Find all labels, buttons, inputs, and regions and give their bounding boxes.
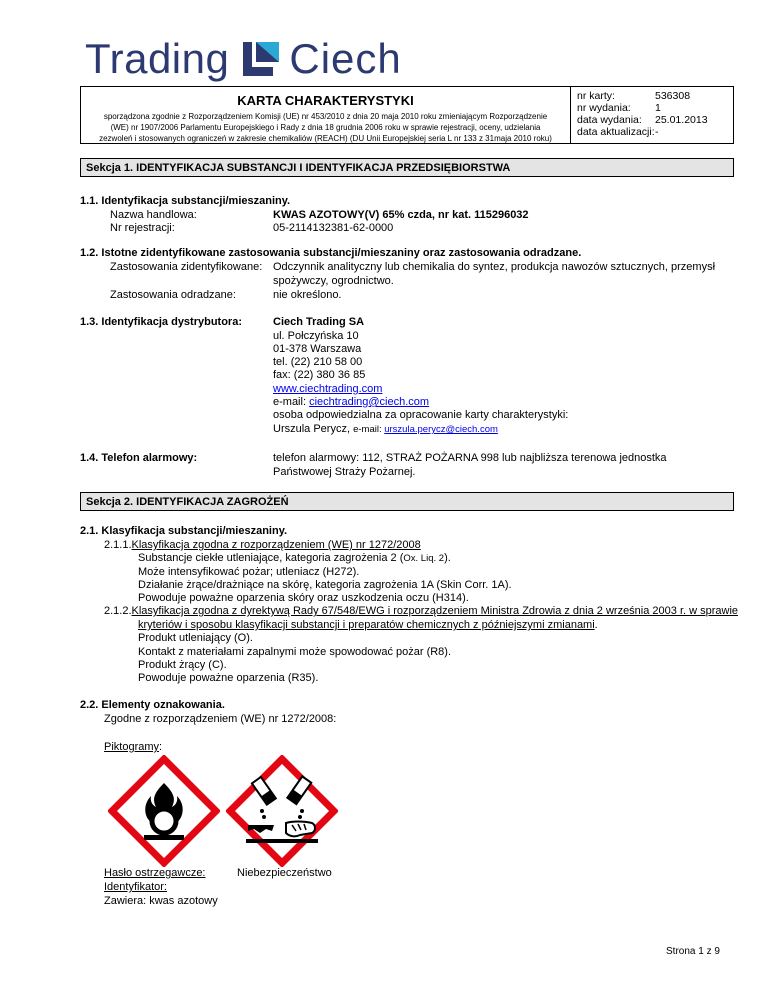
s13-title: 1.3. Identyfikacja dystrybutora: <box>80 316 242 328</box>
document-title: KARTA CHARAKTERYSTYKI <box>237 93 414 108</box>
s212-title-line-2: kryteriów i sposobu klasyfikacji substancji i preparatów chemicznych z późniejszymi zmianami <box>138 619 595 631</box>
responsible-person-label: osoba odpowiedzialna za opracowanie karty charakterystyki: <box>273 409 569 421</box>
reg-label: Nr rejestracji: <box>110 222 175 234</box>
s211-number: 2.1.1. <box>104 539 132 551</box>
responsible-email-label: e-mail: <box>353 424 385 435</box>
s22-text: Zgodne z rozporządzeniem (WE) nr 1272/2008: <box>104 713 337 725</box>
directive-line-4: Powoduje poważne oparzenia (R35). <box>138 672 319 684</box>
s212-row-2 <box>138 619 598 632</box>
trade-name-label: Nazwa handlowa: <box>110 209 197 221</box>
company-email-row <box>273 396 429 409</box>
company-street: ul. Połczyńska 10 <box>273 330 359 342</box>
directive-line-3: Produkt żrący (C). <box>138 659 227 671</box>
identifier-label: Identyfikator: <box>104 881 167 893</box>
section-2-bar: Sekcja 2. IDENTYFIKACJA ZAGROŻEŃ <box>80 492 734 511</box>
header-box <box>80 86 734 144</box>
s212-row-1 <box>104 605 744 618</box>
section-1-bar: Sekcja 1. IDENTYFIKACJA SUBSTANCJI I IDENTYFIKACJA PRZEDSIĘBIORSTWA <box>80 158 734 177</box>
responsible-email-link[interactable]: urszula.perycz@ciech.com <box>384 424 498 435</box>
responsible-person-row <box>273 423 498 436</box>
logo-word-ciech: Ciech <box>289 35 402 82</box>
corrosive-pictogram-icon <box>226 755 338 867</box>
subtitle-line: zezwoleń i stosowanych ograniczeń w zakresie chemikaliów (REACH) (DU Unii Europejskiej seria L nr 133 z 31maja 2010 roku) <box>99 134 552 143</box>
reg-value: 05-2114132381-62-0000 <box>273 222 394 234</box>
pictograms-label-row <box>104 741 162 754</box>
header-title-cell <box>81 87 571 143</box>
company-email-link[interactable]: ciechtrading@ciech.com <box>309 396 430 408</box>
classification-line-1 <box>138 552 451 565</box>
uses-line-2: spożywczy, ogrodnictwo. <box>273 275 394 287</box>
advised-label: Zastosowania odradzane: <box>110 289 236 301</box>
issue-date-label: data wydania: <box>577 114 642 126</box>
c1-text: Substancje ciekłe utleniające, kategoria zagrożenia 2 ( <box>138 552 404 564</box>
document-subtitle <box>81 111 570 144</box>
s212-number: 2.1.2. <box>104 605 132 617</box>
contains-text: Zawiera: kwas azotowy <box>104 895 218 907</box>
update-label: data aktualizacji: <box>577 126 655 138</box>
pictograms-colon: : <box>159 741 163 753</box>
company-name: Ciech Trading SA <box>273 316 365 328</box>
pictograms-label: Piktogramy <box>104 741 160 753</box>
company-city: 01-378 Warszawa <box>273 343 362 355</box>
logo-mark-icon <box>243 42 279 76</box>
update-value: - <box>655 126 659 138</box>
subtitle-line: (WE) nr 1907/2006 Parlamentu Europejskiego i Rady z dnia 18 grudnia 2006 roku w sprawie rejestracji, oceny, udzielania <box>110 123 541 132</box>
issue-date-value: 25.01.2013 <box>655 114 708 126</box>
responsible-person-name: Urszula Perycz, <box>273 423 354 435</box>
alarm-line-1: telefon alarmowy: 112, STRAŻ POŻARNA 998 lub najbliższa terenowa jednostka <box>273 452 667 464</box>
s212-title-end: . <box>594 619 598 631</box>
logo-word-trading: Trading <box>85 35 230 82</box>
company-website-link[interactable]: www.ciechtrading.com <box>273 383 383 395</box>
header-meta <box>577 90 708 138</box>
issue-no-label: nr wydania: <box>577 102 631 114</box>
classification-line-4: Powoduje poważne oparzenia skóry oraz uszkodzenia oczu (H314). <box>138 592 469 604</box>
issue-no-value: 1 <box>655 102 661 114</box>
company-tel: tel. (22) 210 58 00 <box>273 356 363 368</box>
directive-line-2: Kontakt z materiałami zapalnymi może spowodować pożar (R8). <box>138 646 452 658</box>
c1-end: ). <box>444 552 451 564</box>
page-number: Strona 1 z 9 <box>666 946 720 957</box>
uses-line-1: Odczynnik analityczny lub chemikalia do syntez, produkcja nawozów sztucznych, przemysł <box>273 261 716 273</box>
c1-code: Ox. Liq. 2 <box>403 553 445 564</box>
s211-title: Klasyfikacja zgodna z rozporządzeniem (WE) nr 1272/2008 <box>131 539 421 551</box>
s11-title: 1.1. Identyfikacja substancji/mieszaniny. <box>80 195 291 207</box>
classification-line-2: Może intensyfikować pożar; utleniacz (H272). <box>138 566 360 578</box>
s22-title: 2.2. Elementy oznakowania. <box>80 699 225 711</box>
subtitle-line: sporządzona zgodnie z Rozporządzeniem Komisji (UE) nr 453/2010 z dnia 20 maja 2010 roku zmieniającym Rozporządzenie <box>103 112 548 121</box>
s12-title: 1.2. Istotne zidentyfikowane zastosowania substancji/mieszaniny oraz zastosowania odradzane. <box>80 247 582 259</box>
card-no-value: 536308 <box>655 90 691 102</box>
advised-value: nie określono. <box>273 289 342 301</box>
company-fax: fax: (22) 380 36 85 <box>273 369 366 381</box>
s212-title-line-1: Klasyfikacja zgodna z dyrektywą Rady 67/548/EWG i rozporządzeniem Ministra Zdrowia z dnia 2 września 2003 r. w sprawie <box>131 605 739 617</box>
company-logo <box>85 34 402 84</box>
card-no-label: nr karty: <box>577 90 615 102</box>
signal-word-label: Hasło ostrzegawcze: <box>104 867 206 879</box>
trade-name-value: KWAS AZOTOWY(V) 65% czda, nr kat. 115296032 <box>273 209 529 221</box>
oxidizer-pictogram-icon <box>108 755 220 867</box>
directive-line-1: Produkt utleniający (O). <box>138 632 253 644</box>
s14-title: 1.4. Telefon alarmowy: <box>80 452 198 464</box>
uses-label: Zastosowania zidentyfikowane: <box>110 261 263 273</box>
classification-line-3: Działanie żrące/drażniące na skórę, kategoria zagrożenia 1A (Skin Corr. 1A). <box>138 579 512 591</box>
signal-word-value: Niebezpieczeństwo <box>237 867 332 879</box>
alarm-line-2: Państwowej Straży Pożarnej. <box>273 466 416 478</box>
s21-title: 2.1. Klasyfikacja substancji/mieszaniny. <box>80 525 288 537</box>
email-label: e-mail: <box>273 396 310 408</box>
s211-row <box>104 539 421 552</box>
